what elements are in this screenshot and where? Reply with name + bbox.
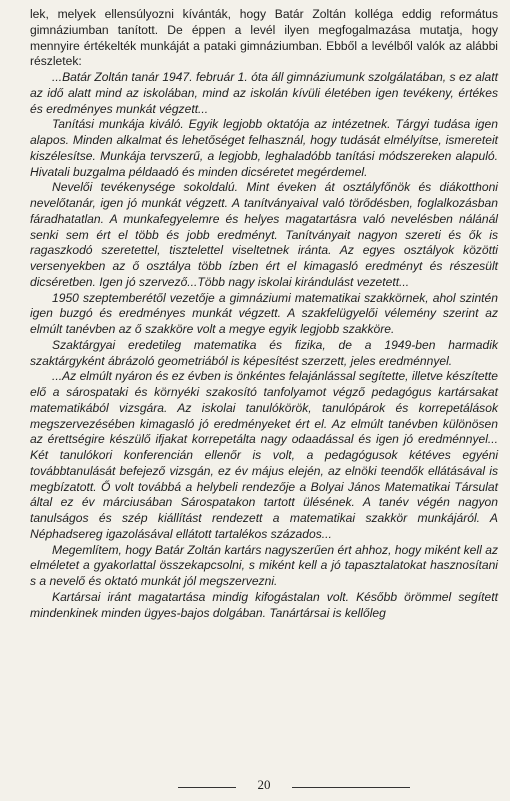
quote-activities: ...Az elmúlt nyáron és ez évben is önkéntes felajánlással segítette, illetve készítette elő a sárospataki és környéki szakosító tanfolyamot végző pedagógus kartársakat matematikából vizsgára. Az iskolai tanulókörök, tanulópárok és korrepetálások megszervezésében kimagasló jó eredményeket ért el. Az elmúlt tanévben különösen az érettségire készülő ifjakat korrepetálta nagy odaadással és igen jó eredménnyel... Két tanulókori konferencián ellenőr is volt, a pedagógusok kétéves egyéni továbbtanulását befejező vizsgán, ez év május elején, az elnöki teendők ellátásával is megbízatott. Ő volt továbbá a helybeli rendezője a Bolyai János Matematikai Társulat által ez év márciusában Sárospatakon tartott ülésének. A tanév végén nagyon tanulságos és szép kiállítást rendezett a matematikai szakkör munkájáról. A Néphadsereg igazolásával ellátott tartalékos százados... bbox=[30, 369, 498, 541]
quote-teaching: Tanítási munkája kiváló. Egyik legjobb oktatója az intézetnek. Tárgyi tudása igen alapos. Minden alkalmat és lehetőséget felhasznál, hogy tudását elmélyítse, ismereteit kiszélesítse. Munkája tervszerű, a legjobb, leghaladóbb tanítási módszereken alapuló. Hivatali buzgalma példaadó és minden dicséretet megérdemel. bbox=[30, 117, 498, 179]
quote-intro: ...Batár Zoltán tanár 1947. február 1. óta áll gimnáziumunk szolgálatában, s ez alatt az idő alatt mind az iskolában, mind az iskolán kívüli életében igen tevékeny, értékes és eredményes munkát végzett... bbox=[30, 70, 498, 116]
quote-subjects: Szaktárgyai eredetileg matematika és fizika, de a 1949-ben harmadik szaktárgyként ábrázoló geometriából is képesítést szerzett, jeles eredménnyel. bbox=[30, 337, 498, 368]
paragraph-intro: lek, melyek ellensúlyozni kívánták, hogy Batár Zoltán kolléga eddig református gimnáziumban tanított. De éppen a levél ilyen megfogalmazása mutatja, hogy mennyire értékelték munkáját a pataki gimnáziumban. Ebből a levélből valók az alábbi részletek: bbox=[30, 7, 498, 69]
footer-rule-left bbox=[178, 787, 236, 788]
quote-educator: Nevelői tevékenysége sokoldalú. Mint éveken át osztályfőnök és diákotthoni nevelőtanár, igen jó munkát végzett. A tanítványaival való törődésben, foglalkozásban fáradhatatlan. A munkafegyelemre és helyes magatartásra való nevelésben nálánál senki sem ért el több és jobb eredményt. Tanítványait nagyon szereti és ők is ragaszkodó szeretettel, tisztelettel viseltetnek iránta. Az egyes osztályok közötti versenyekben az ő osztálya több ízben ért el kimagasló eredményt és részesült dicséretben. Igen jó szervező...Több nagy iskolai kirándulást vezetett... bbox=[30, 180, 498, 289]
quote-colleagues: Kartársai iránt magatartása mindig kifogástalan volt. Később örömmel segített mindenkinek minden ügyes-bajos dolgában. Tanártársai is kellőleg bbox=[30, 589, 498, 620]
quote-math-circle: 1950 szeptemberétől vezetője a gimnáziumi matematikai szakkörnek, ahol szintén igen buzgó és eredményes munkát végzett. A szakfelügyelői vélemény szerint az elmúlt tanévben az ő szakköre volt a megye egyik legjobb szakköre. bbox=[30, 290, 498, 336]
page-footer bbox=[0, 776, 510, 796]
page-number: 20 bbox=[257, 777, 271, 792]
body-text bbox=[30, 7, 498, 621]
footer-rule-right bbox=[292, 787, 410, 788]
quote-practice: Megemlítem, hogy Batár Zoltán kartárs nagyszerűen ért ahhoz, hogy miként kell az elméletet a gyakorlattal összekapcsolni, s miként kell a jó tapasztalatokat hasznosítani s a nevelő és oktató munkát jól megszervezni. bbox=[30, 542, 498, 588]
